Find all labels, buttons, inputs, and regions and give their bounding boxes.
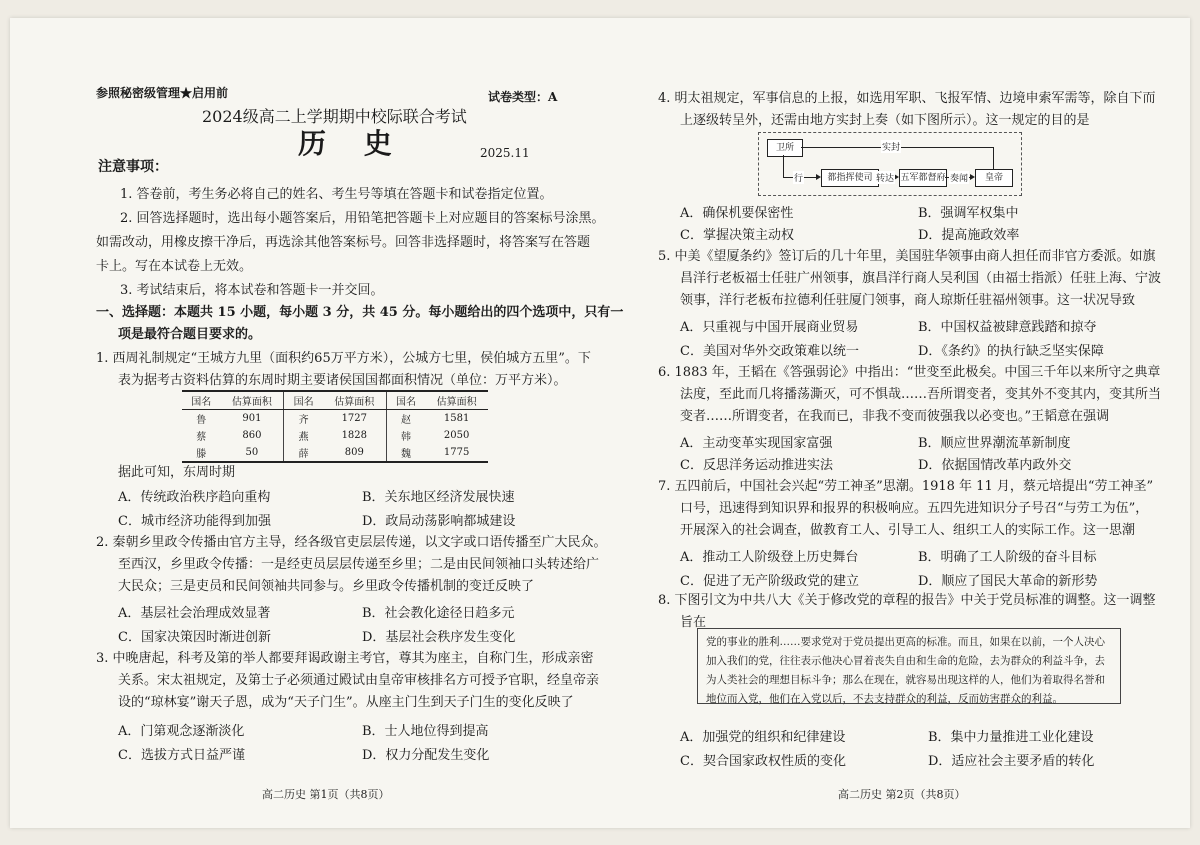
table-header: 估算面积 bbox=[221, 391, 284, 410]
table-cell: 50 bbox=[221, 444, 284, 462]
q5-stem-2: 昌洋行老板福士任驻广州领事，旗昌洋行商人吴利国（由福士指派）任驻上海、宁波 bbox=[680, 271, 1162, 286]
note-3: 3. 考试结束后，将本试卷和答题卡一并交回。 bbox=[120, 283, 384, 298]
q1-option-b[interactable]: B．关东地区经济发展快速 bbox=[362, 490, 515, 505]
q5-option-a[interactable]: A．只重视与中国开展商业贸易 bbox=[680, 320, 859, 335]
q1-stem-1: 1. 西周礼制规定“王城方九里（面积约65万平方米），公城方七里，侯伯城方五里”。下 bbox=[96, 351, 591, 366]
q4-option-a[interactable]: A．确保机要保密性 bbox=[680, 206, 794, 221]
table-cell: 901 bbox=[221, 410, 284, 428]
q8-option-c[interactable]: C．契合国家政权性质的变化 bbox=[680, 754, 846, 769]
q7-stem-2: 口号，迅速得到知识界和报界的积极响应。五四先进知识分子号召“与劳工为伍”， bbox=[680, 501, 1149, 516]
diagram-box-wujun: 五军都督府 bbox=[899, 169, 947, 187]
table-cell: 860 bbox=[221, 427, 284, 444]
q7-option-b[interactable]: B．明确了工人阶级的奋斗目标 bbox=[918, 550, 1097, 565]
q6-stem-1: 6. 1883 年，王韬在《答强弱论》中指出：“世变至此极矣。中国三千年以来所守之典章 bbox=[658, 365, 1161, 380]
q6-stem-2: 法度，至此而几将播荡澌灭，可不惧哉……吾所谓变者，变其外不变其内，变其所当 bbox=[680, 387, 1162, 402]
q5-stem-3: 领事，洋行老板布拉德利任驻厦门领事，商人琼斯任驻福州领事。这一状况导致 bbox=[680, 293, 1136, 308]
table-cell: 齐 bbox=[298, 415, 309, 426]
footer-left: 高二历史 第1页（共8页） bbox=[262, 788, 390, 801]
q2-stem-2: 至西汉，乡里政令传播：一是经吏员层层传递至乡里；二是由民间领袖口头转述给广 bbox=[118, 557, 600, 572]
q8-option-b[interactable]: B．集中力量推进工业化建设 bbox=[928, 730, 1094, 745]
q8-stem-2: 旨在 bbox=[680, 615, 707, 630]
arrow-label-2: 转达 bbox=[875, 171, 895, 184]
q1-stem-2: 表为据考古资料估算的东周时期主要诸侯国国都面积情况（单位：万平方米）。 bbox=[118, 373, 567, 388]
q8-option-d[interactable]: D．适应社会主要矛盾的转化 bbox=[928, 754, 1095, 769]
table-cell: 1775 bbox=[425, 444, 488, 462]
q4-option-d[interactable]: D．提高施政效率 bbox=[918, 228, 1020, 243]
arrow-head bbox=[816, 174, 821, 180]
exam-date: 2025.11 bbox=[480, 146, 530, 160]
table-cell: 薛 bbox=[284, 444, 323, 462]
arrow-head bbox=[970, 174, 975, 180]
table-cell: 滕 bbox=[182, 444, 221, 462]
table-cell: 赵 bbox=[400, 415, 411, 426]
note-2c: 卡上。写在本试卷上无效。 bbox=[96, 259, 253, 274]
note-2a: 2. 回答选择题时，选出每小题答案后，用铅笔把答题卡上对应题目的答案标号涂黑。 bbox=[120, 211, 605, 226]
table-cell: 蔡 bbox=[196, 432, 207, 443]
notes-heading: 注意事项： bbox=[98, 159, 168, 175]
table-cell: 鲁 bbox=[196, 415, 207, 426]
arrow-left-down bbox=[783, 155, 784, 177]
section-1-line2: 项是最符合题目要求的。 bbox=[118, 327, 262, 342]
paper-type: 试卷类型：A bbox=[488, 90, 558, 104]
q8-stem-1: 8. 下图引文为中共八大《关于修改党的章程的报告》中关于党员标准的调整。这一调整 bbox=[658, 593, 1156, 608]
q5-option-d[interactable]: D．《条约》的执行缺乏坚实保障 bbox=[918, 344, 1104, 359]
arrow-label-3: 奏闻 bbox=[949, 171, 969, 184]
q7-option-c[interactable]: C．促进了无产阶级政党的建立 bbox=[680, 574, 859, 589]
table-cell: 1828 bbox=[323, 427, 386, 444]
q2-stem-3: 大民众；三是吏员和民间领袖共同参与。乡里政令传播机制的变迁反映了 bbox=[118, 579, 535, 594]
table-header: 国名 bbox=[284, 391, 323, 410]
table-cell: 魏 bbox=[386, 444, 425, 462]
exam-title: 2024级高二上学期期中校际联合考试 bbox=[202, 107, 467, 126]
q7-stem-3: 开展深入的社会调查，做教育工人、引导工人、组织工人的实际工作。这一思潮 bbox=[680, 523, 1136, 538]
q5-option-c[interactable]: C．美国对华外交政策难以统一 bbox=[680, 344, 859, 359]
table-cell: 809 bbox=[323, 444, 386, 462]
q3-stem-2: 关系。宋太祖规定，及第士子必须通过殿试由皇帝审核排名方可授予官职，经皇帝亲 bbox=[118, 673, 600, 688]
table-header: 国名 bbox=[182, 391, 221, 410]
q3-stem-1: 3. 中晚唐起，科考及第的举人都要拜谒政谢主考官，尊其为座主，自称门生，形成亲密 bbox=[96, 651, 594, 666]
q8-option-a[interactable]: A．加强党的组织和纪律建设 bbox=[680, 730, 846, 745]
q3-stem-3: 设的“琼林宴”谢天子恩，成为“天子门生”。从座主门生到天子门生的变化反映了 bbox=[118, 695, 574, 710]
q7-stem-1: 7. 五四前后，中国社会兴起“劳工神圣”思潮。1918 年 11 月，蔡元培提出“劳工神圣” bbox=[658, 479, 1154, 494]
q2-option-b[interactable]: B．社会教化途径日趋多元 bbox=[362, 606, 515, 621]
q6-stem-3: 变者……所谓变者，在我而已，非我不变而彼强我以必变也。”王韬意在强调 bbox=[680, 409, 1110, 424]
q1-table bbox=[182, 390, 488, 463]
table-header: 估算面积 bbox=[323, 391, 386, 410]
table-cell: 1727 bbox=[323, 410, 386, 428]
q1-option-a[interactable]: A．传统政治秩序趋向重构 bbox=[118, 490, 271, 505]
table-header: 国名 bbox=[386, 391, 425, 410]
q4-flow-diagram bbox=[758, 132, 1022, 196]
q3-option-c[interactable]: C．选拔方式日益严谨 bbox=[118, 748, 245, 763]
q1-option-d[interactable]: D．政局动荡影响都城建设 bbox=[362, 514, 516, 529]
table-cell: 2050 bbox=[443, 430, 470, 441]
note-1: 1. 答卷前，考生务必将自己的姓名、考生号等填在答题卡和试卷指定位置。 bbox=[120, 187, 553, 202]
q2-option-d[interactable]: D．基层社会秩序发生变化 bbox=[362, 630, 516, 645]
arrow-top-down bbox=[993, 147, 994, 169]
q5-option-b[interactable]: B．中国权益被肆意践踏和掠夺 bbox=[918, 320, 1097, 335]
footer-right: 高二历史 第2页（共8页） bbox=[838, 788, 966, 801]
table-cell: 燕 bbox=[298, 432, 309, 443]
diagram-box-duzhihui: 都指挥使司 bbox=[821, 169, 879, 187]
arrow-label-1: 行 bbox=[793, 171, 804, 184]
subject-title: 历 史 bbox=[298, 127, 406, 160]
q2-option-c[interactable]: C．国家决策因时渐进创新 bbox=[118, 630, 271, 645]
table-header: 估算面积 bbox=[425, 391, 488, 410]
q6-option-a[interactable]: A．主动变革实现国家富强 bbox=[680, 436, 833, 451]
q3-option-b[interactable]: B．士人地位得到提高 bbox=[362, 724, 489, 739]
diagram-box-emperor: 皇帝 bbox=[975, 169, 1013, 187]
q4-stem-2: 上逐级转呈外，还需由地方实封上奏（如下图所示）。这一规定的目的是 bbox=[680, 113, 1090, 128]
note-2b: 如需改动，用橡皮擦干净后，再选涂其他答案标号。回答非选择题时，将答案写在答题 bbox=[96, 235, 591, 250]
q7-option-a[interactable]: A．推动工人阶级登上历史舞台 bbox=[680, 550, 859, 565]
q2-option-a[interactable]: A．基层社会治理成效显著 bbox=[118, 606, 271, 621]
q8-quote-box: 党的事业的胜利……要求党对于党员提出更高的标准。而且，如果在以前，一个人决心加入我们的党，往往表示他决心冒着丧失自由和生命的危险，去为群众的利益斗争，去为人类社会的理想目标斗争；那么在现在，就容易出现这样的人，他们为着取得名誉和地位而入党，他们在入党以后，不去支持群众的利益，反而妨害群众的利益。 bbox=[697, 628, 1121, 704]
q1-question: 据此可知，东周时期 bbox=[118, 465, 236, 480]
q1-option-c[interactable]: C．城市经济功能得到加强 bbox=[118, 514, 271, 529]
q5-stem-1: 5. 中美《望厦条约》签订后的几十年里，美国驻华领事由商人担任而非官方委派。如旗 bbox=[658, 249, 1156, 264]
section-1-line1: 一、选择题：本题共 15 小题，每小题 3 分，共 45 分。每小题给出的四个选项中，只有一 bbox=[96, 305, 624, 320]
arrow-label-top: 实封 bbox=[881, 140, 901, 153]
table-cell: 韩 bbox=[400, 432, 411, 443]
q6-option-b[interactable]: B．顺应世界潮流革新制度 bbox=[918, 436, 1071, 451]
q7-option-d[interactable]: D．顺应了国民大革命的新形势 bbox=[918, 574, 1098, 589]
q6-option-c[interactable]: C．反思洋务运动推进实法 bbox=[680, 458, 833, 473]
q6-option-d[interactable]: D．依据国情改革内政外交 bbox=[918, 458, 1072, 473]
q4-stem-1: 4. 明太祖规定，军事信息的上报，如选用军职、飞报军情、边境申索军需等，除自下而 bbox=[658, 91, 1156, 106]
secret-label: 参照秘密级管理★启用前 bbox=[96, 86, 229, 100]
q4-option-b[interactable]: B．强调军权集中 bbox=[918, 206, 1019, 221]
q3-option-d[interactable]: D．权力分配发生变化 bbox=[362, 748, 490, 763]
table-cell: 1581 bbox=[443, 413, 470, 424]
q2-stem-1: 2. 秦朝乡里政令传播由官方主导，经各级官吏层层传递，以文字或口语传播至广大民众。 bbox=[96, 535, 607, 550]
q3-option-a[interactable]: A．门第观念逐渐淡化 bbox=[118, 724, 245, 739]
diagram-box-weisuo: 卫所 bbox=[767, 139, 803, 157]
q4-option-c[interactable]: C．掌握决策主动权 bbox=[680, 228, 794, 243]
